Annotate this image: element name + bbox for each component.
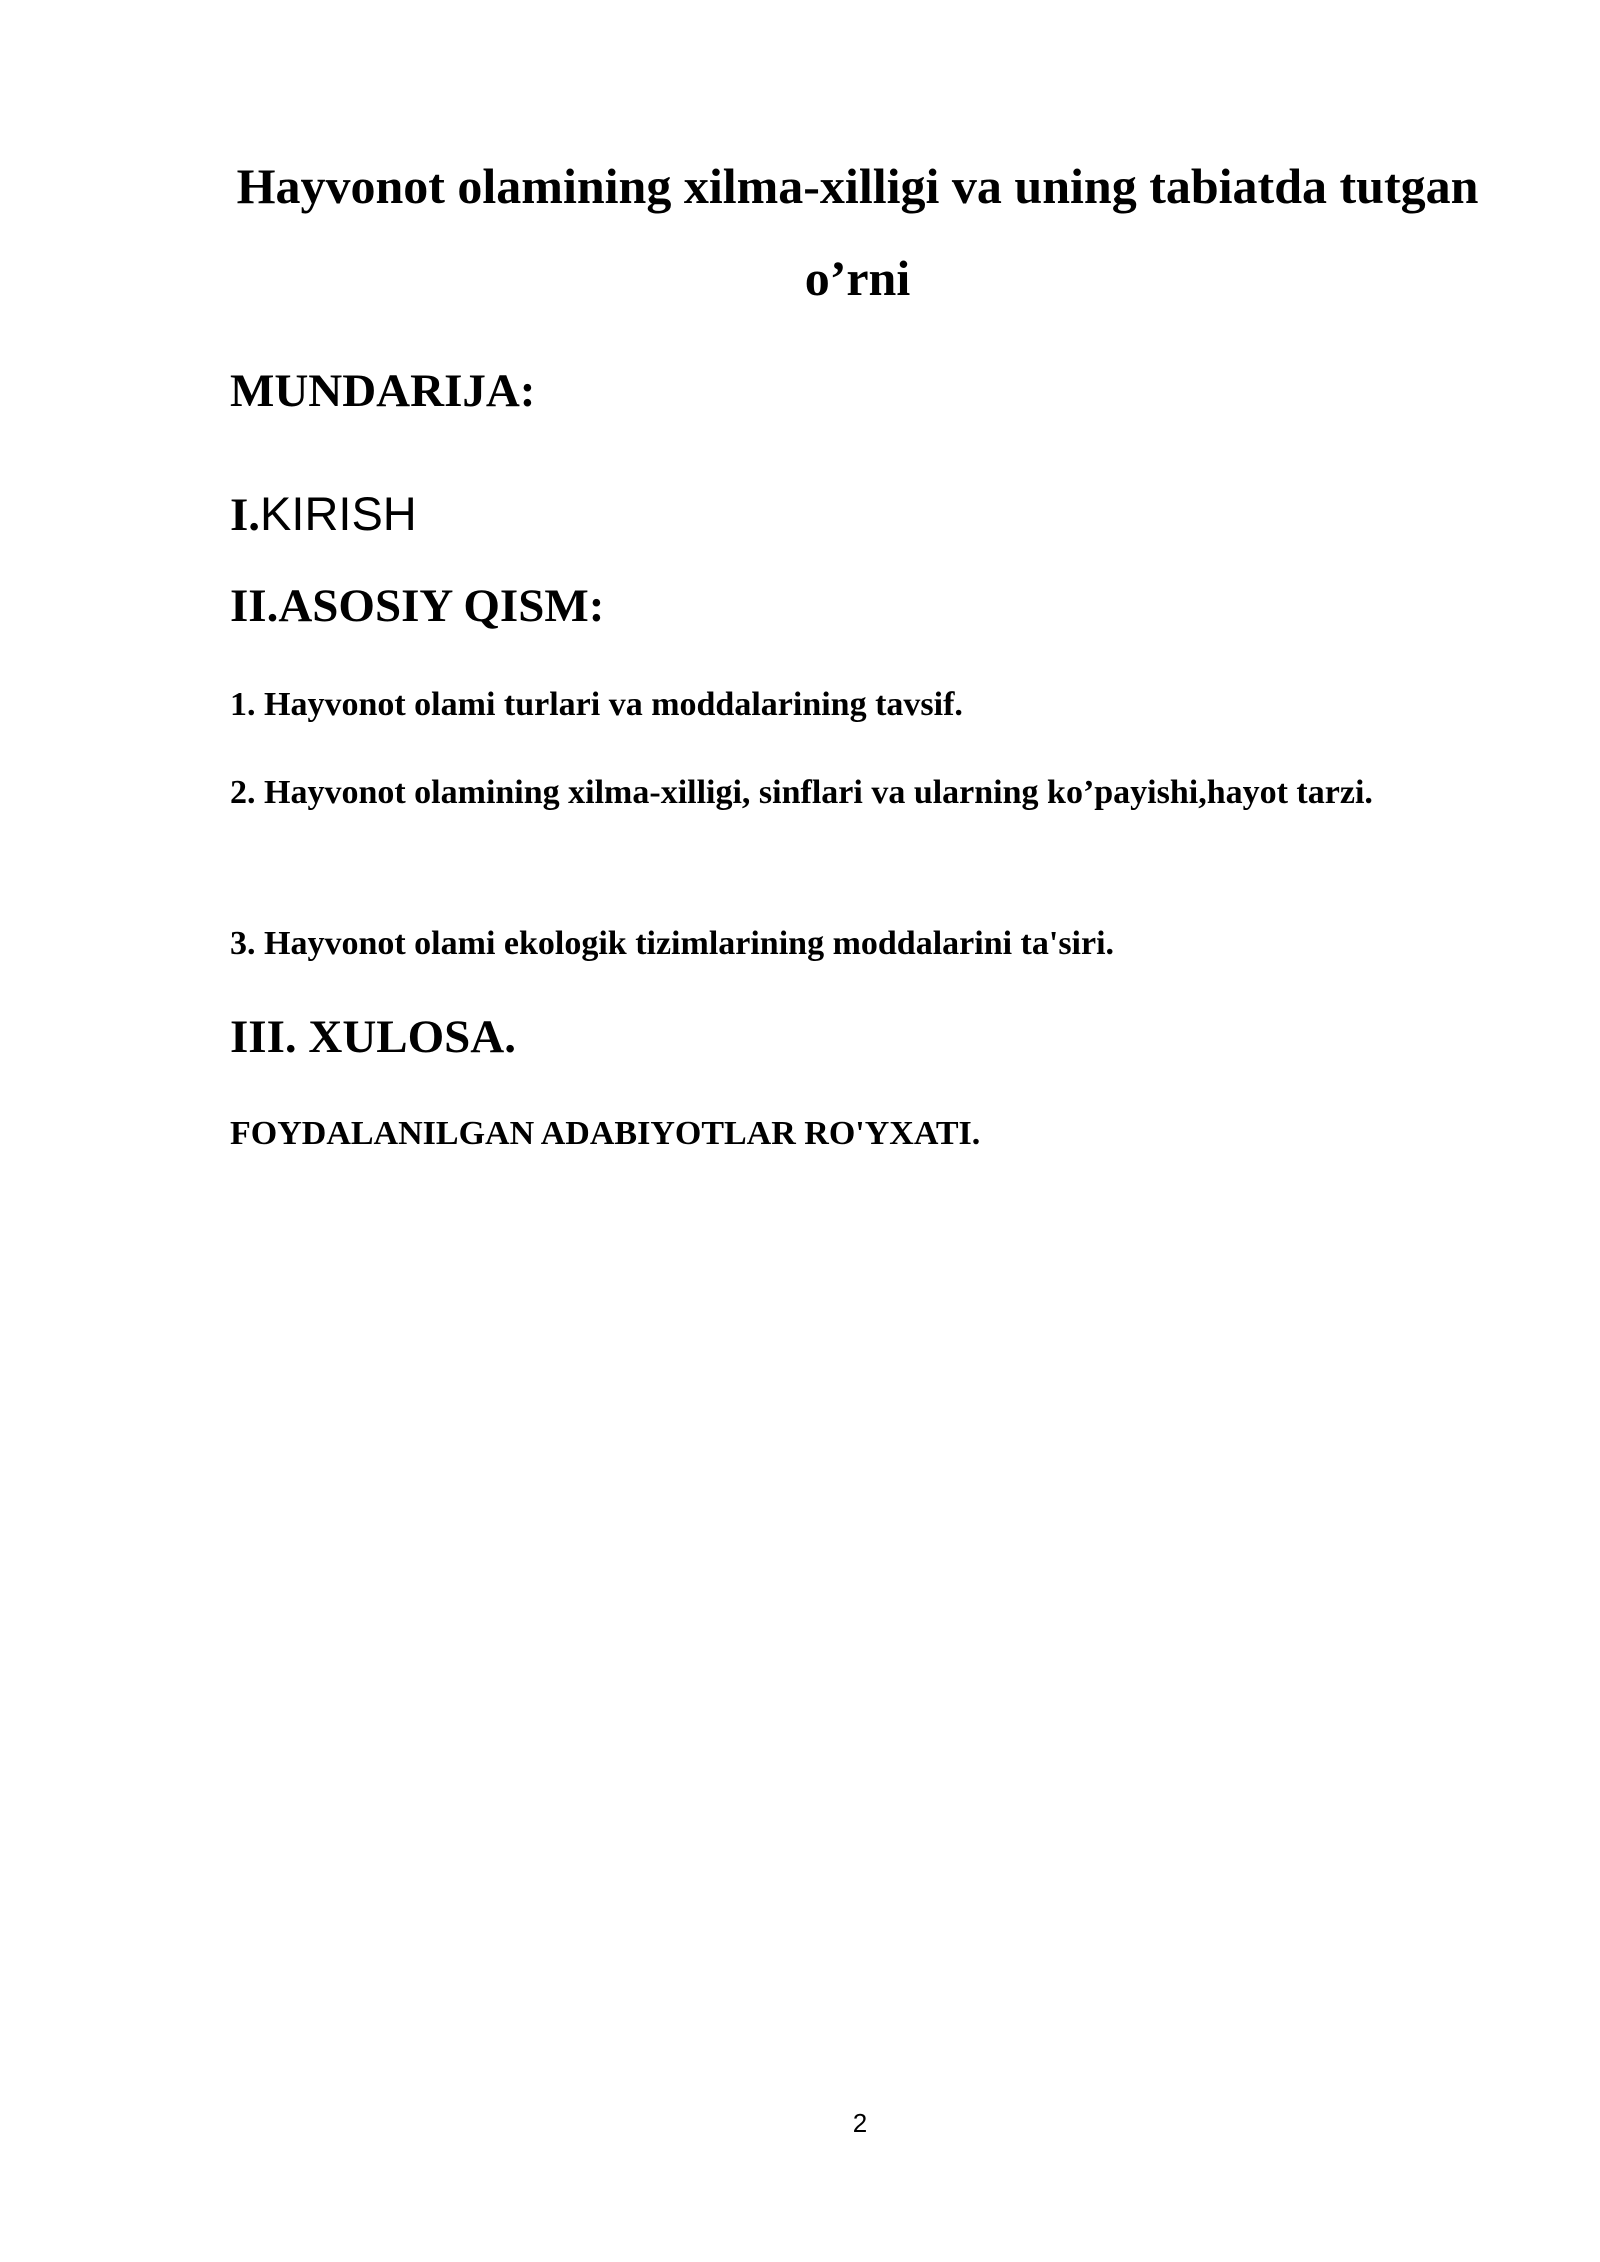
- section-intro-label: KIRISH: [260, 487, 417, 540]
- toc-heading: MUNDARIJA:: [230, 365, 536, 417]
- section-references: FOYDALANILGAN ADABIYOTLAR RO'YXATI.: [230, 1115, 981, 1152]
- toc-item-1: 1. Hayvonot olami turlari va moddalarining tavsif.: [230, 686, 963, 723]
- section-intro: [230, 485, 417, 544]
- section-main-part: II.ASOSIY QISM:: [230, 580, 605, 632]
- section-intro-prefix: I.: [230, 489, 261, 541]
- toc-item-2: 2. Hayvonot olamining xilma-xilligi, sinflari va ularning ko’payishi,hayot tarzi.: [230, 774, 1373, 811]
- document-title: Hayvonot olamining xilma-xilligi va uning tabiatda tutgan o’rni: [236, 158, 1479, 306]
- page-number: 2: [852, 2108, 868, 2138]
- toc-item-3: 3. Hayvonot olami ekologik tizimlarining moddalarini ta'siri.: [230, 925, 1115, 962]
- section-conclusion: III. XULOSA.: [230, 1011, 516, 1063]
